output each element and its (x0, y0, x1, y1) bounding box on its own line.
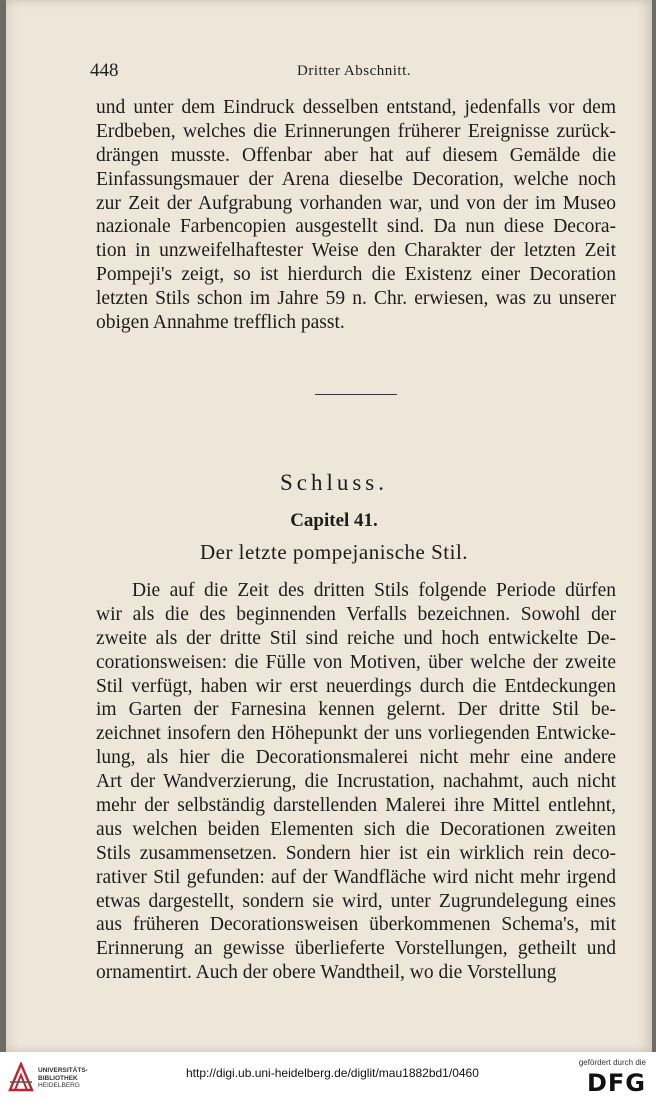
text-line: Erinnerung an gewisse überlieferte Vorstellungen, getheilt und (96, 938, 616, 960)
chapter-title: Der letzte pompejanische Stil. (199, 540, 469, 564)
digitization-footer (0, 1052, 656, 1102)
text-line: corationsweisen: die Fülle von Motiven, über welche der zweite (96, 651, 616, 673)
text-line: aus früheren Decorationsweisen überkommenen Schema's, mit (96, 914, 616, 936)
chapter-body-paragraph (96, 579, 616, 985)
text-line: etwas dargestellt, sondern sie wird, unter Zugrundelegung eines (96, 890, 616, 912)
text-line: Stils zusammensetzen. Sondern hier ist ein wirklich rein deco- (96, 842, 616, 864)
library-name-line: HEIDELBERG (38, 1082, 80, 1089)
sponsor-block[interactable] (576, 1058, 646, 1098)
running-title: Dritter Abschnitt. (297, 63, 411, 79)
text-line: Art der Wandverzierung, die Incrustation, nachahmt, auch nicht (96, 771, 616, 793)
text-line: nazionale Farbencopien ausgestellt sind. Da nun diese Decora- (96, 216, 616, 238)
text-line: tion in unzweifelhaftester Weise den Charakter der letzten Zeit (96, 240, 616, 262)
page-header (90, 60, 618, 86)
library-name-line: BIBLIOTHEK (38, 1074, 78, 1082)
text-line: Einfassungsmauer der Arena dieselbe Decoration, welche noch (96, 168, 616, 190)
text-line: zeichnet insofern den Höhepunkt der uns vorliegenden Entwicke- (96, 723, 616, 745)
text-line: wir als die des beginnenden Verfalls bezeichnen. Sowohl der (96, 603, 616, 625)
text-line: obigen Annahme trefflich passt. (96, 312, 345, 334)
text-line: Die auf die Zeit des dritten Stils folgende Periode dürfen (132, 580, 616, 601)
dfg-logo: DFG (586, 1069, 646, 1097)
paragraph-continuation (96, 96, 616, 335)
book-page (6, 0, 652, 1052)
section-divider (315, 394, 397, 395)
section-title: Schluss. (279, 470, 389, 495)
text-line: und unter dem Eindruck desselben entstand, jedenfalls vor dem (96, 97, 616, 118)
library-name-line: UNIVERSITÄTS- (38, 1067, 88, 1074)
library-seal-icon (8, 1062, 34, 1092)
text-line: Stil verfügt, haben wir erst neuerdings durch die Entdeckungen (96, 675, 616, 697)
text-line: lung, als hier die Decorationsmalerei nicht mehr eine andere (96, 747, 616, 769)
sponsor-caption: gefördert durch die (578, 1058, 646, 1067)
text-line: ornamentirt. Auch der obere Wandtheil, wo die Vorstellung (96, 962, 557, 984)
text-line: letzten Stils schon im Jahre 59 n. Chr. erwiesen, was zu unserer (96, 288, 616, 310)
library-name (38, 1067, 88, 1090)
text-line: zweite als der dritte Stil sind reiche und hoch entwickelte De- (96, 627, 616, 649)
permalink-url[interactable]: http://digi.ub.uni-heidelberg.de/diglit/mau1882bd1/0460 (186, 1066, 479, 1080)
text-line: Pompeji's zeigt, so ist hierdurch die Existenz einer Decoration (96, 264, 616, 286)
library-logo[interactable] (8, 1060, 98, 1094)
text-line: zur Zeit der Aufgrabung vorhanden war, und von der im Museo (96, 192, 616, 214)
text-line: aus welchen beiden Elementen sich die Decorationen zweiten (96, 818, 616, 840)
text-line: im Garten der Farnesina kennen gelernt. Der dritte Stil be- (96, 699, 616, 721)
chapter-number: Capitel 41. (290, 510, 378, 531)
text-line: mehr der selbständig darstellenden Malerei ihre Mittel entlehnt, (96, 795, 616, 817)
page-number: 448 (90, 60, 119, 81)
text-line: drängen musste. Offenbar aber hat auf diesem Gemälde die (96, 144, 616, 166)
text-line: rativer Stil gefunden: auf der Wandfläche wird nicht mehr irgend (96, 866, 616, 888)
text-line: Erdbeben, welches die Erinnerungen früherer Ereignisse zurück- (96, 120, 616, 142)
